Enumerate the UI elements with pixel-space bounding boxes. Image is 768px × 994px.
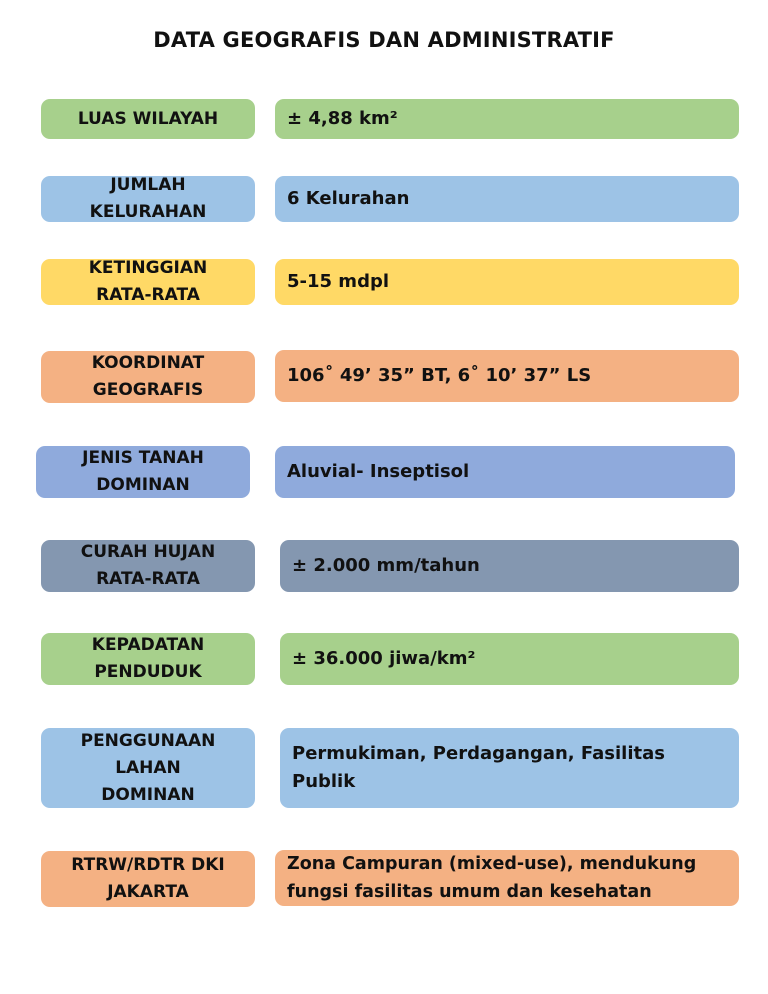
value-text: Permukiman, Perdagangan, Fasilitas Publik bbox=[292, 743, 665, 792]
label-curah-hujan-rata-rata bbox=[41, 540, 255, 592]
label-text: PENGGUNAAN LAHAN DOMINAN bbox=[80, 730, 216, 805]
value-text: 106˚ 49’ 35” BT, 6˚ 10’ 37” LS bbox=[287, 365, 592, 386]
label-text: JENIS TANAH DOMINAN bbox=[82, 448, 204, 495]
value-text: Aluvial- Inseptisol bbox=[287, 461, 470, 482]
label-rtrw-rdtr-dki-jakarta bbox=[41, 851, 255, 907]
label-jenis-tanah-dominan bbox=[36, 446, 250, 498]
value-ketinggian-rata-rata bbox=[275, 259, 739, 305]
label-jumlah-kelurahan bbox=[41, 176, 255, 222]
label-text: KOORDINAT GEOGRAFIS bbox=[91, 353, 205, 400]
label-text: KETINGGIAN RATA-RATA bbox=[88, 258, 208, 305]
value-luas-wilayah bbox=[275, 99, 739, 139]
value-kepadatan-penduduk bbox=[280, 633, 739, 685]
label-text: LUAS WILAYAH bbox=[77, 108, 219, 129]
label-penggunaan-lahan-dominan bbox=[41, 728, 255, 808]
label-text: RTRW/RDTR DKI JAKARTA bbox=[71, 855, 225, 902]
label-text: JUMLAH KELURAHAN bbox=[89, 175, 207, 222]
label-luas-wilayah bbox=[41, 99, 255, 139]
label-text: KEPADATAN PENDUDUK bbox=[91, 635, 205, 682]
value-curah-hujan-rata-rata bbox=[280, 540, 739, 592]
value-koordinat-geografis bbox=[275, 350, 739, 402]
label-koordinat-geografis bbox=[41, 351, 255, 403]
value-rtrw-rdtr-dki-jakarta bbox=[275, 850, 739, 906]
label-text: CURAH HUJAN RATA-RATA bbox=[80, 542, 216, 589]
value-text: ± 36.000 jiwa/km² bbox=[292, 648, 476, 669]
value-text: ± 2.000 mm/tahun bbox=[292, 555, 480, 576]
value-text: 6 Kelurahan bbox=[287, 188, 410, 209]
value-text: ± 4,88 km² bbox=[287, 108, 398, 129]
value-text: 5-15 mdpl bbox=[287, 271, 390, 292]
value-jenis-tanah-dominan bbox=[275, 446, 735, 498]
label-ketinggian-rata-rata bbox=[41, 259, 255, 305]
value-text: Zona Campuran (mixed-use), mendukung fungsi fasilitas umum dan kesehatan bbox=[287, 854, 697, 902]
label-kepadatan-penduduk bbox=[41, 633, 255, 685]
page-title: DATA GEOGRAFIS DAN ADMINISTRATIF bbox=[153, 28, 615, 52]
value-jumlah-kelurahan bbox=[275, 176, 739, 222]
value-penggunaan-lahan-dominan bbox=[280, 728, 739, 808]
